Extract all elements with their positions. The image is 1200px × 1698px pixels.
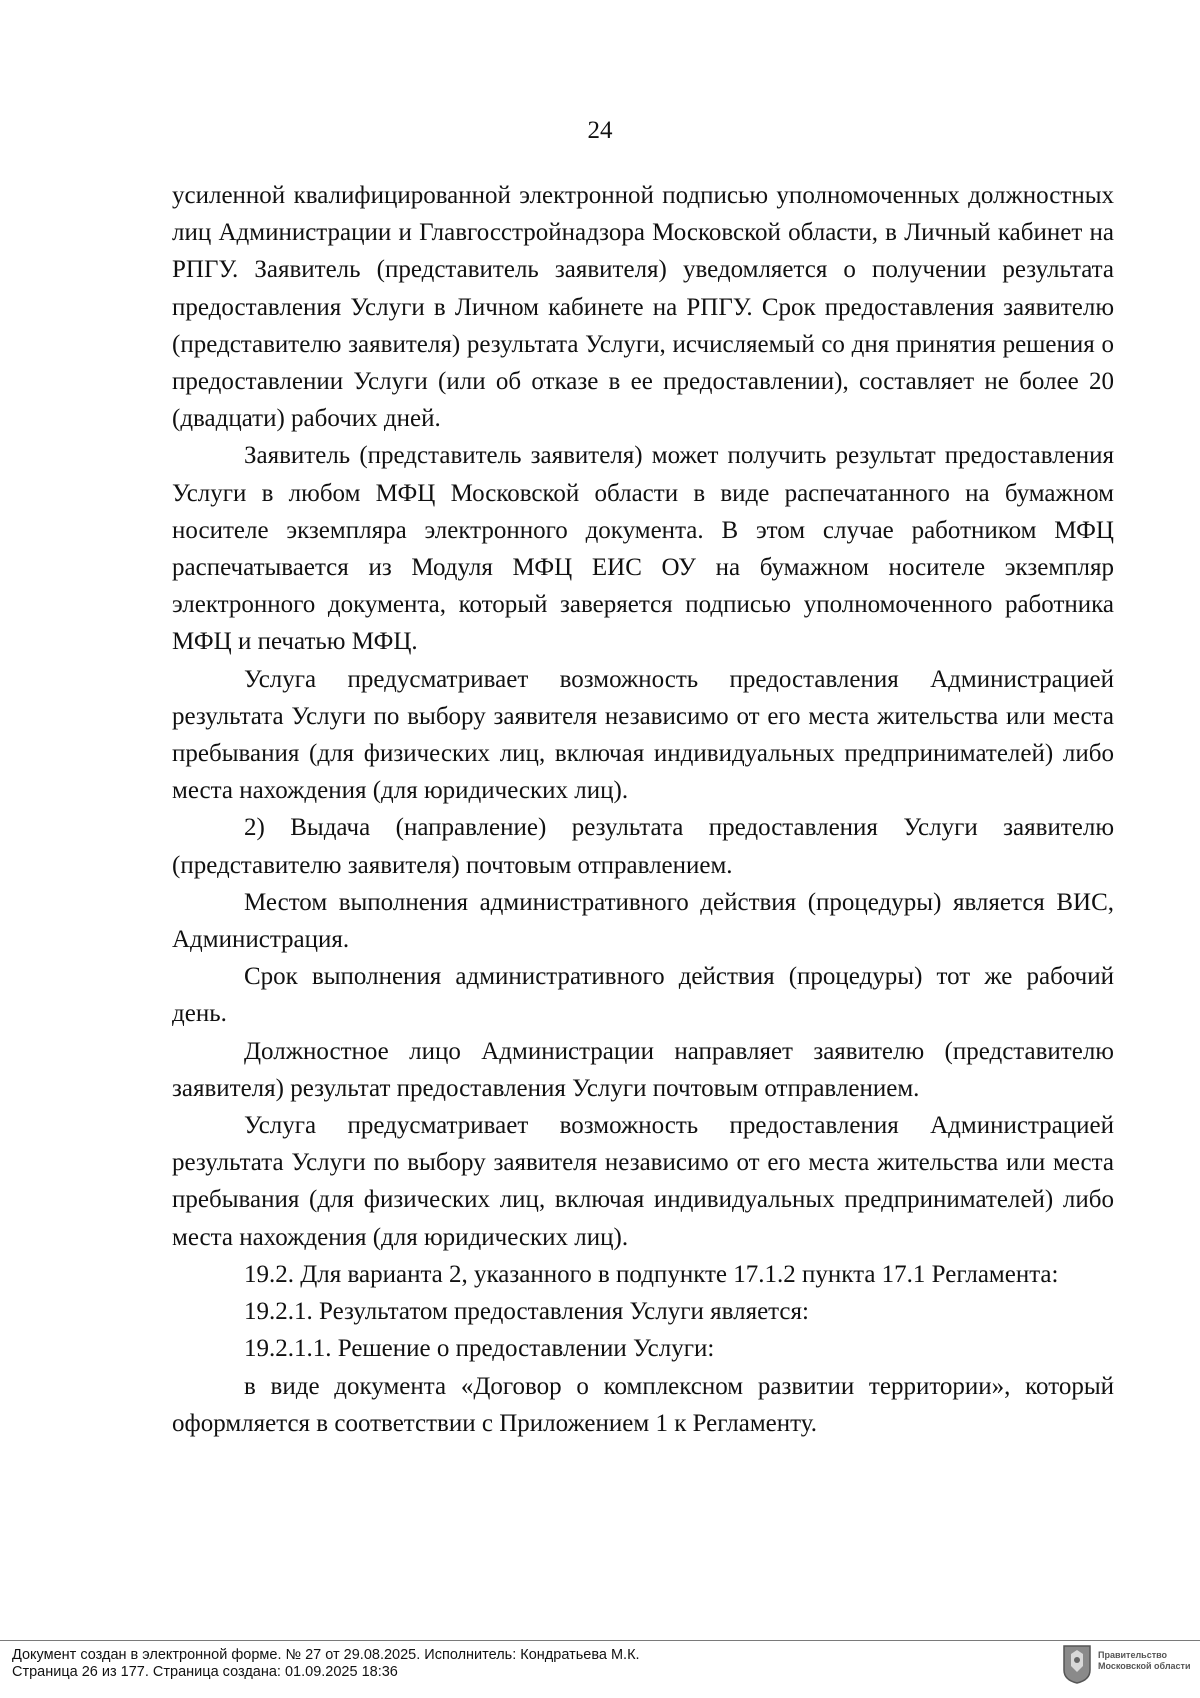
paragraph: 19.2.1.1. Решение о предоставлении Услуги: bbox=[244, 1335, 715, 1363]
moscow-region-emblem-icon bbox=[1062, 1644, 1092, 1684]
paragraph: усиленной квалифицированной электронной подписью уполномоченных должностных лиц Администрации и Главгосстройнадзора Московской области, в Личный кабинет на РПГУ. Заявитель (представитель заявителя) уведомляется о получении результата предоставления Услуги в Личном кабинете на РПГУ. Срок предоставления заявителю (представителю заявителя) результата Услуги, исчисляемый со дня принятия решения о предоставлении Услуги (или об отказе в ее предоставлении), составляет не более 20 (двадцати) рабочих дней. bbox=[172, 182, 1114, 433]
paragraph: 19.2. Для варианта 2, указанного в подпункте 17.1.2 пункта 17.1 Регламента: bbox=[244, 1260, 1059, 1288]
footer-metadata bbox=[12, 1647, 640, 1681]
paragraph: 2) Выдача (направление) результата предоставления Услуги заявителю (представителю заявителя) почтовым отправлением. bbox=[172, 814, 1114, 879]
document-body bbox=[172, 177, 1114, 1442]
paragraph: Заявитель (представитель заявителя) может получить результат предоставления Услуги в любом МФЦ Московской области в виде распечатанного на бумажном носителе экземпляра электронного документа. В этом случае работником МФЦ распечатывается из Модуля МФЦ ЕИС ОУ на бумажном носителе экземпляр электронного документа, который заверяется подписью уполномоченного работника МФЦ и печатью МФЦ. bbox=[172, 442, 1114, 656]
paragraph: Услуга предусматривает возможность предоставления Администрацией результата Услуги по выбору заявителя независимо от его места жительства или места пребывания (для физических лиц, включая индивидуальных предпринимателей) либо места нахождения (для юридических лиц). bbox=[172, 665, 1114, 805]
paragraph: Должностное лицо Администрации направляет заявителю (представителю заявителя) результат предоставления Услуги почтовым отправлением. bbox=[172, 1037, 1114, 1102]
paragraph: в виде документа «Договор о комплексном развитии территории», который оформляется в соответствии с Приложением 1 к Регламенту. bbox=[172, 1372, 1114, 1437]
government-logo bbox=[1060, 1642, 1200, 1692]
paragraph: Срок выполнения административного действия (процедуры) тот же рабочий день. bbox=[172, 963, 1114, 1028]
footer-page-info: Страница 26 из 177. Страница создана: 01.09.2025 18:36 bbox=[12, 1664, 398, 1680]
paragraph: Услуга предусматривает возможность предоставления Администрацией результата Услуги по выбору заявителя независимо от его места жительства или места пребывания (для физических лиц, включая индивидуальных предпринимателей) либо места нахождения (для юридических лиц). bbox=[172, 1112, 1114, 1251]
paragraph: Местом выполнения административного действия (процедуры) является ВИС, Администрация. bbox=[172, 888, 1114, 954]
page-number: 24 bbox=[587, 117, 613, 144]
footer-divider bbox=[0, 1640, 1200, 1641]
footer-document-info: Документ создан в электронной форме. № 27 от 29.08.2025. Исполнитель: Кондратьева М.К. bbox=[12, 1647, 640, 1663]
logo-caption: Правительство Московской области bbox=[1098, 1650, 1191, 1671]
paragraph: 19.2.1. Результатом предоставления Услуги является: bbox=[244, 1298, 809, 1326]
